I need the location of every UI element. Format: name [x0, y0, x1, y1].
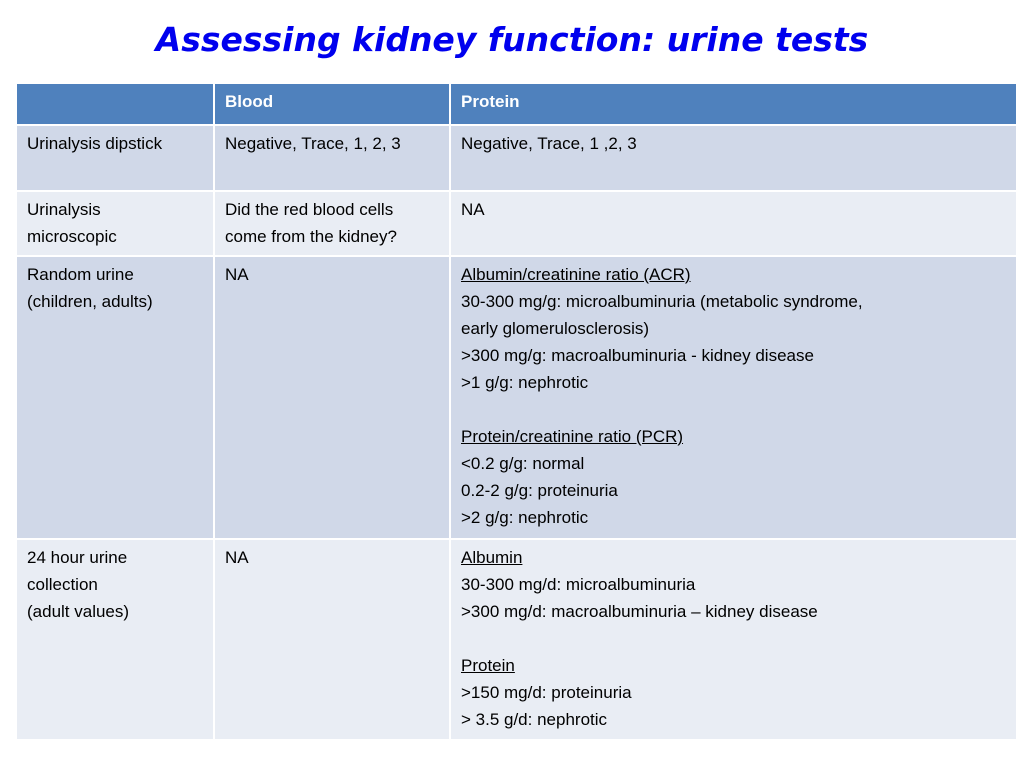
row-label-line: 24 hour urine: [27, 548, 128, 567]
blood-cell: NA: [214, 539, 450, 740]
header-empty-cell: [16, 83, 214, 125]
row-label-line: (adult values): [27, 602, 130, 621]
blood-cell: Negative, Trace, 1, 2, 3: [214, 125, 450, 191]
row-label: [16, 256, 214, 539]
row-label-line: microscopic: [27, 227, 117, 246]
acr-line: >1 g/g: nephrotic: [461, 373, 589, 392]
header-blood: Blood: [214, 83, 450, 125]
table-row: [16, 125, 1017, 191]
spacer: [461, 625, 1006, 652]
protein-cell: [450, 539, 1017, 740]
header-protein: Protein: [450, 83, 1017, 125]
slide-title: Assessing kidney function: urine tests: [155, 20, 869, 59]
blood-line: Did the red blood cells: [225, 200, 394, 219]
table-row: [16, 256, 1017, 539]
protein-line: > 3.5 g/d: nephrotic: [461, 710, 608, 729]
acr-line: >300 mg/g: macroalbuminuria - kidney disease: [461, 346, 814, 365]
pcr-line: 0.2-2 g/g: proteinuria: [461, 481, 618, 500]
urine-tests-table: [15, 82, 1018, 741]
row-label-line: Random urine: [27, 265, 134, 284]
acr-line: early glomerulosclerosis): [461, 319, 650, 338]
protein-cell: [450, 256, 1017, 539]
acr-heading: Albumin/creatinine ratio (ACR): [461, 265, 691, 284]
pcr-line: >2 g/g: nephrotic: [461, 508, 589, 527]
albumin-heading: Albumin: [461, 548, 523, 567]
blood-line: come from the kidney?: [225, 227, 397, 246]
albumin-line: 30-300 mg/d: microalbuminuria: [461, 575, 696, 594]
blood-cell: NA: [214, 256, 450, 539]
protein-heading: Protein: [461, 656, 515, 675]
protein-cell: NA: [450, 191, 1017, 256]
spacer: [461, 396, 1006, 423]
table-row: [16, 539, 1017, 740]
row-label-line: Urinalysis: [27, 200, 101, 219]
row-label-line: (children, adults): [27, 292, 153, 311]
protein-cell: Negative, Trace, 1 ,2, 3: [450, 125, 1017, 191]
protein-line: >150 mg/d: proteinuria: [461, 683, 632, 702]
albumin-line: >300 mg/d: macroalbuminuria – kidney disease: [461, 602, 818, 621]
row-label: [16, 539, 214, 740]
row-label: Urinalysis dipstick: [16, 125, 214, 191]
table-header-row: [16, 83, 1017, 125]
row-label: [16, 191, 214, 256]
blood-cell: [214, 191, 450, 256]
row-label-line: collection: [27, 575, 98, 594]
pcr-line: <0.2 g/g: normal: [461, 454, 585, 473]
table-row: [16, 191, 1017, 256]
acr-line: 30-300 mg/g: microalbuminuria (metabolic syndrome,: [461, 292, 863, 311]
pcr-heading: Protein/creatinine ratio (PCR): [461, 427, 684, 446]
